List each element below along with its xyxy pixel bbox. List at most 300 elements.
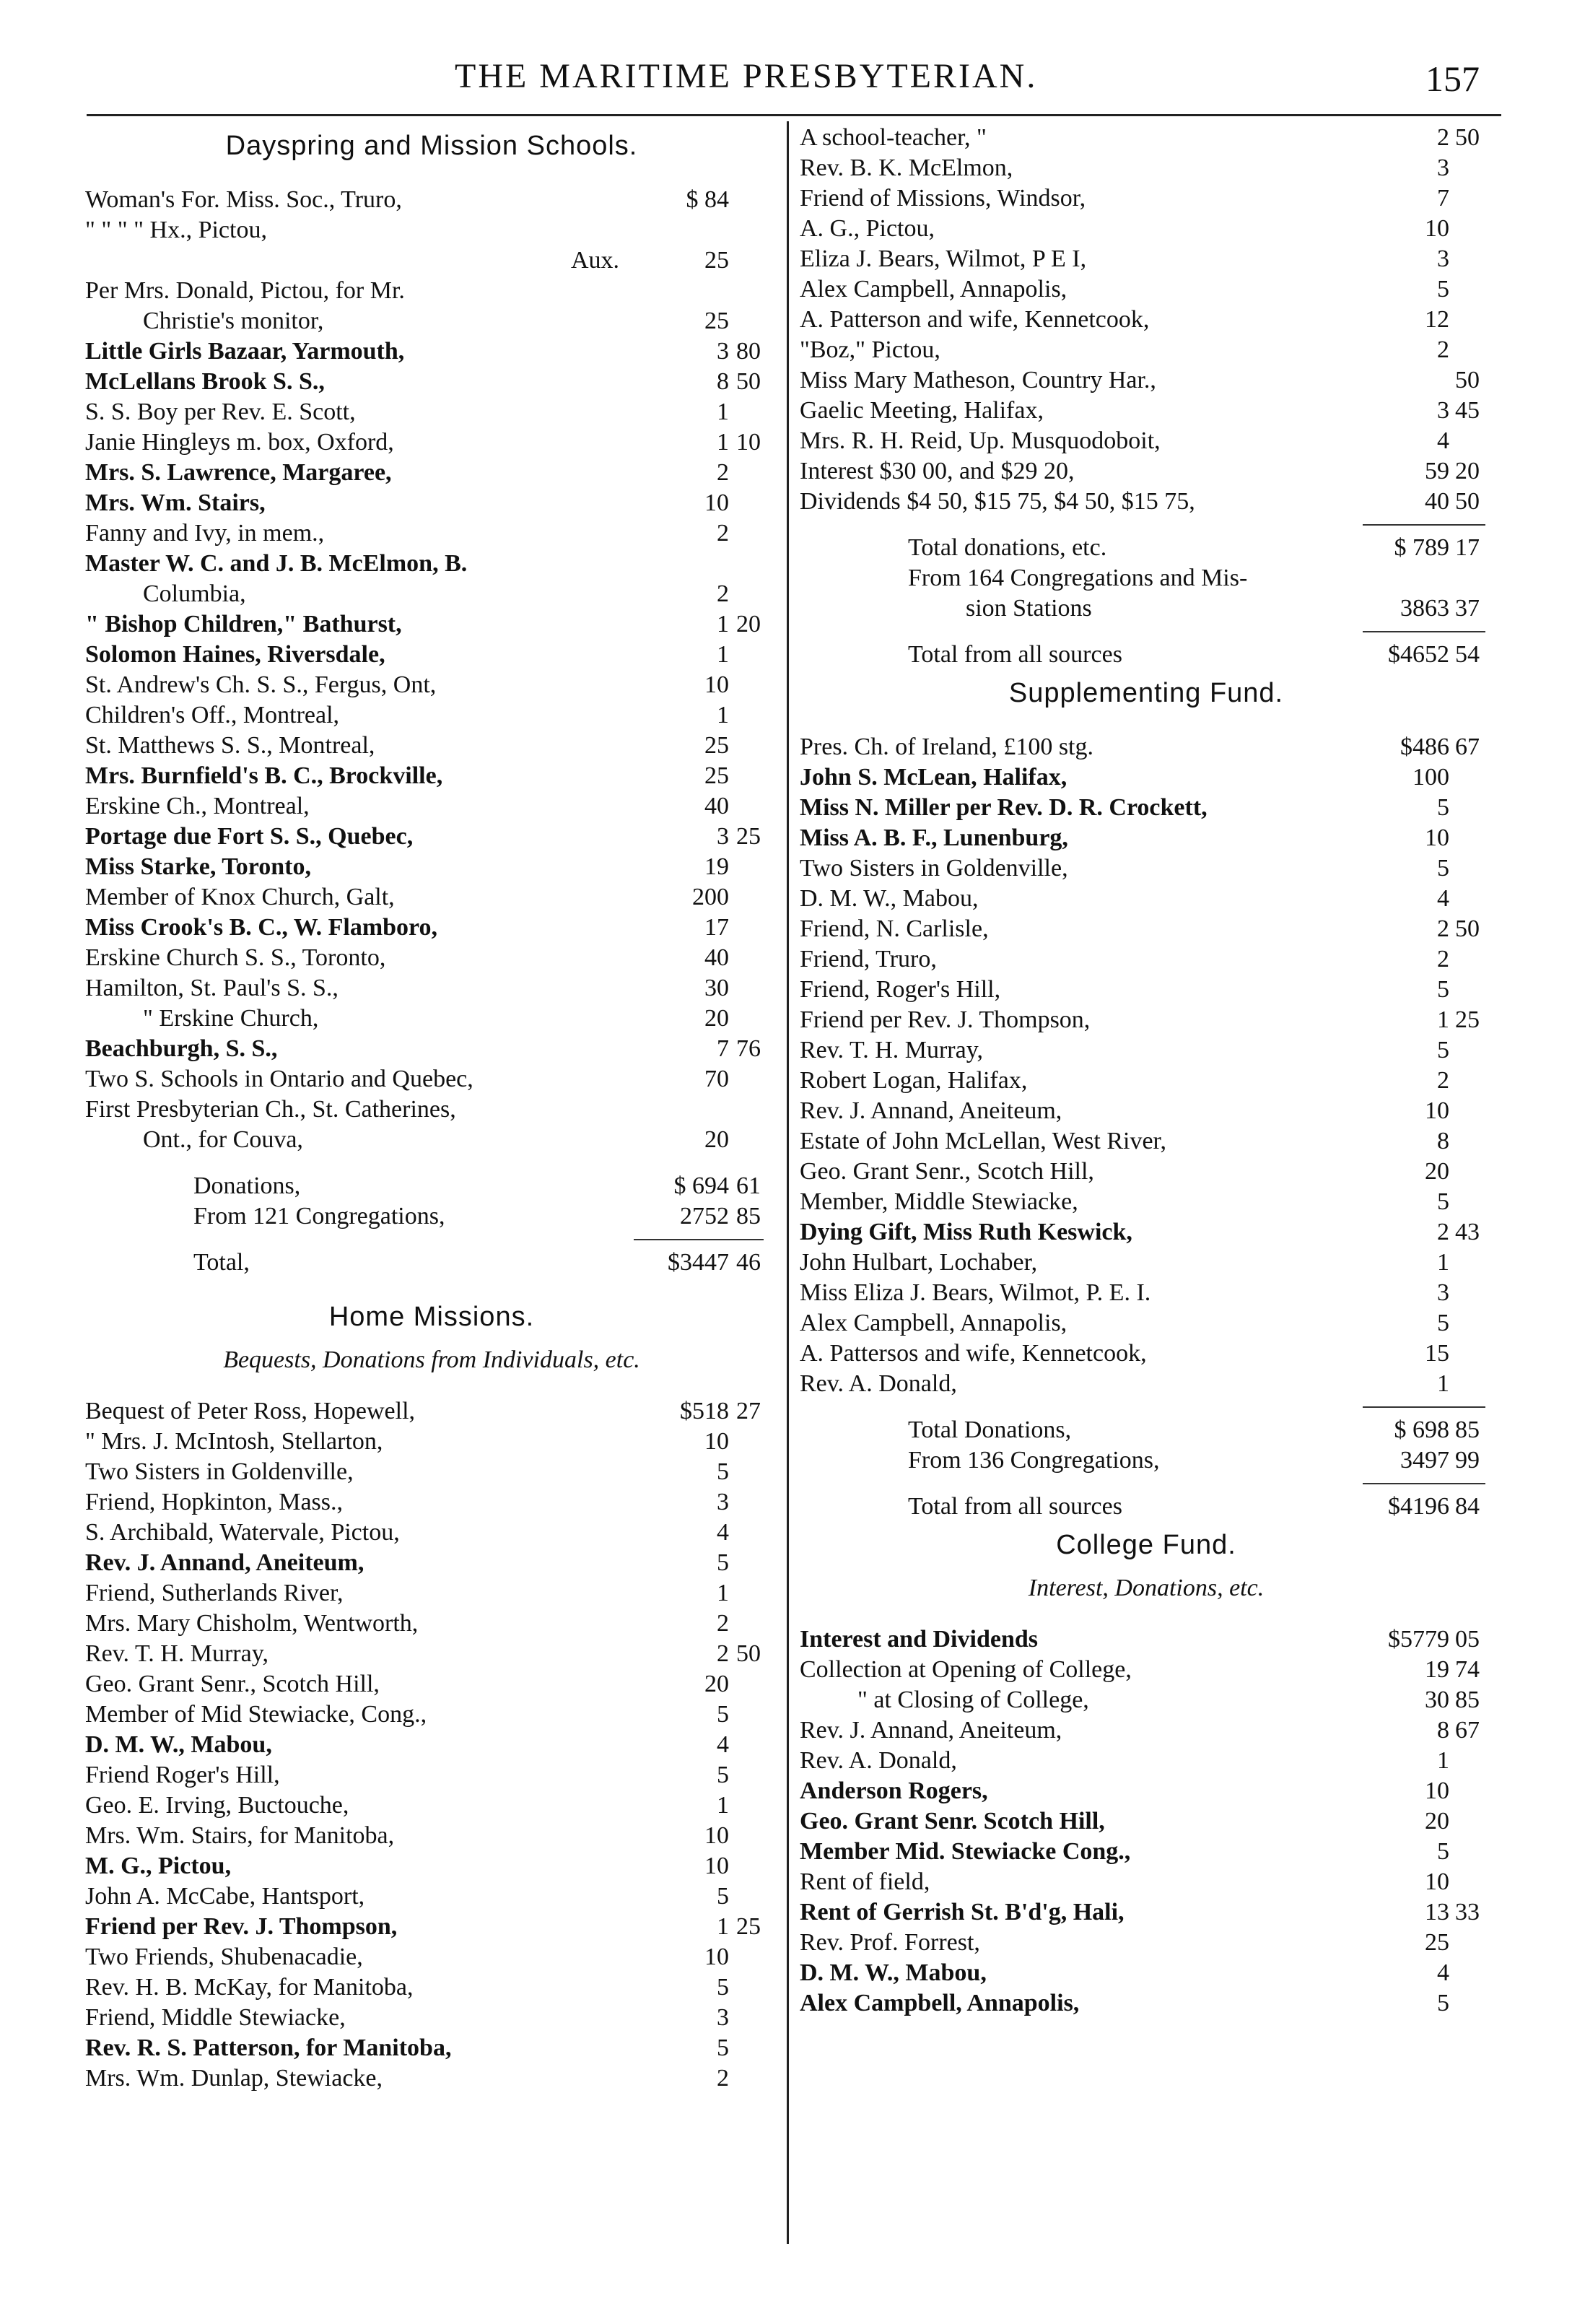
entry-row xyxy=(85,973,778,1004)
entry-name: Rev. J. Annand, Aneiteum, xyxy=(85,1549,364,1576)
entry-cents: 37 xyxy=(1455,595,1480,622)
entry-row xyxy=(800,975,1493,1005)
entry-name: Geo. Grant Senr., Scotch Hill, xyxy=(800,1158,1094,1185)
entry-dollars: 30 xyxy=(1425,1687,1449,1713)
dayspring-congregations-row xyxy=(85,1201,778,1232)
entry-row xyxy=(85,185,778,215)
entry-name: Mrs. Mary Chisholm, Wentworth, xyxy=(85,1610,419,1637)
entry-cents: 50 xyxy=(1455,367,1480,393)
right-column xyxy=(800,123,1493,2019)
entry-cents: 85 xyxy=(736,1203,761,1230)
entry-dollars: 5 xyxy=(1437,1037,1449,1063)
entry-cents: 46 xyxy=(736,1249,761,1276)
sum-rule xyxy=(85,1232,778,1248)
entry-row xyxy=(85,367,778,397)
entry-cents: 67 xyxy=(1455,1717,1480,1744)
entry-name: Miss N. Miller per Rev. D. R. Crockett, xyxy=(800,794,1208,821)
entry-name: A. Patterson and wife, Kennetcook, xyxy=(800,306,1150,333)
entry-row xyxy=(800,1339,1493,1369)
entry-row xyxy=(800,1066,1493,1096)
entry-name: Alex Campbell, Annapolis, xyxy=(800,276,1067,303)
entry-row xyxy=(800,1685,1493,1715)
entry-dollars: 5 xyxy=(717,2034,729,2061)
entry-dollars: 10 xyxy=(704,1822,729,1849)
entry-row xyxy=(85,1518,778,1548)
entry-dollars: 1 xyxy=(717,1792,729,1819)
entry-name: Solomon Haines, Riversdale, xyxy=(85,641,385,668)
dayspring-list xyxy=(85,185,778,1155)
sum-rule xyxy=(800,624,1493,640)
hm-from-row-2 xyxy=(800,593,1493,624)
entry-name: " at Closing of College, xyxy=(857,1687,1089,1713)
entry-dollars: 3 xyxy=(717,823,729,850)
entry-row xyxy=(85,1942,778,1972)
entry-name: Friend Roger's Hill, xyxy=(85,1762,280,1788)
entry-name: Gaelic Meeting, Halifax, xyxy=(800,397,1044,424)
entry-name: M. G., Pictou, xyxy=(85,1853,232,1879)
entry-name: Dying Gift, Miss Ruth Keswick, xyxy=(800,1219,1132,1245)
dayspring-total-row xyxy=(85,1248,778,1278)
entry-row xyxy=(800,1157,1493,1187)
entry-name: Miss Crook's B. C., W. Flamboro, xyxy=(85,914,438,941)
entry-dollars: 8 xyxy=(1437,1717,1449,1744)
entry-dollars: 1 xyxy=(717,702,729,728)
entry-name: A. G., Pictou, xyxy=(800,215,935,242)
entry-row xyxy=(85,2003,778,2033)
entry-dollars: 19 xyxy=(704,853,729,880)
dayspring-donations-row xyxy=(85,1171,778,1201)
entry-name: Portage due Fort S. S., Quebec, xyxy=(85,823,414,850)
entry-dollars: 17 xyxy=(704,914,729,941)
entry-name: McLellans Brook S. S., xyxy=(85,368,325,395)
entry-name: Member, Middle Stewiacke, xyxy=(800,1188,1078,1215)
entry-name: Rent of field, xyxy=(800,1868,930,1895)
entry-row xyxy=(85,700,778,731)
entry-cents: 84 xyxy=(1455,1493,1480,1520)
entry-dollars: 5 xyxy=(1437,794,1449,821)
entry-dollars: 2 xyxy=(717,1610,729,1637)
entry-name: John S. McLean, Halifax, xyxy=(800,764,1067,791)
entry-cents: 10 xyxy=(736,429,761,456)
entry-row xyxy=(85,549,778,579)
entry-row xyxy=(85,731,778,761)
entry-dollars: 25 xyxy=(704,762,729,789)
entry-cents: 25 xyxy=(736,1913,761,1940)
entry-row xyxy=(800,1746,1493,1776)
entry-row xyxy=(800,762,1493,793)
entry-row xyxy=(800,123,1493,153)
entry-dollars: 3 xyxy=(1437,1279,1449,1306)
entry-row xyxy=(85,1548,778,1578)
entry-dollars: 4 xyxy=(1437,427,1449,454)
entry-name: First Presbyterian Ch., St. Catherines, xyxy=(85,1096,456,1123)
entry-dollars: 40 xyxy=(704,944,729,971)
entry-dollars: 10 xyxy=(1425,1777,1449,1804)
home-missions-heading: Home Missions. xyxy=(328,1302,535,1332)
entry-dollars: 2752 xyxy=(680,1203,729,1230)
entry-row xyxy=(85,670,778,700)
entry-name: Member of Mid Stewiacke, Cong., xyxy=(85,1701,427,1728)
entry-row xyxy=(800,1897,1493,1928)
entry-row xyxy=(85,640,778,670)
home-missions-continued-list xyxy=(800,123,1493,517)
entry-name: Two Friends, Shubenacadie, xyxy=(85,1944,363,1970)
entry-dollars: 25 xyxy=(1425,1929,1449,1956)
entry-dollars: 1 xyxy=(717,1580,729,1606)
entry-name: Christie's monitor, xyxy=(143,308,324,334)
entry-row xyxy=(800,1958,1493,1988)
entry-dollars: 70 xyxy=(704,1066,729,1092)
entry-name: Rev. Prof. Forrest, xyxy=(800,1929,980,1956)
entry-dollars: 10 xyxy=(704,671,729,698)
entry-name: A school-teacher, " xyxy=(800,124,987,151)
entry-dollars: 2 xyxy=(1437,1219,1449,1245)
entry-name: Friend per Rev. J. Thompson, xyxy=(85,1913,398,1940)
entry-row xyxy=(800,1867,1493,1897)
entry-name: Friend, Middle Stewiacke, xyxy=(85,2004,346,2031)
entry-dollars: 10 xyxy=(1425,824,1449,851)
entry-row xyxy=(800,1624,1493,1655)
dayspring-heading: Dayspring and Mission Schools. xyxy=(225,131,638,161)
entry-dollars: 2 xyxy=(717,580,729,607)
entry-name: " Erskine Church, xyxy=(143,1005,319,1032)
entry-dollars: 2 xyxy=(717,520,729,547)
supplementing-heading: Supplementing Fund. xyxy=(1008,678,1284,708)
entry-dollars: 59 xyxy=(1425,458,1449,484)
entry-row xyxy=(800,1715,1493,1746)
entry-row xyxy=(800,1776,1493,1806)
entry-name: Total from all sources xyxy=(908,641,1122,668)
entry-name: Two Sisters in Goldenville, xyxy=(800,855,1068,882)
entry-row xyxy=(85,1609,778,1639)
page-number: 157 xyxy=(1425,58,1480,99)
entry-dollars: 3 xyxy=(717,2004,729,2031)
entry-name: D. M. W., Mabou, xyxy=(85,1731,272,1758)
entry-name: Friend, Truro, xyxy=(800,946,937,972)
entry-dollars: 5 xyxy=(717,1762,729,1788)
entry-row xyxy=(800,335,1493,365)
entry-row xyxy=(85,609,778,640)
entry-dollars: 2 xyxy=(1437,915,1449,942)
entry-name: Eliza J. Bears, Wilmot, P E I, xyxy=(800,245,1087,272)
entry-dollars: 2 xyxy=(717,1640,729,1667)
entry-row xyxy=(85,306,778,336)
entry-row xyxy=(85,1669,778,1700)
entry-name: Friend, N. Carlisle, xyxy=(800,915,989,942)
entry-dollars: 10 xyxy=(704,1944,729,1970)
entry-row xyxy=(85,518,778,549)
entry-name: Anderson Rogers, xyxy=(800,1777,988,1804)
entry-row xyxy=(85,579,778,609)
entry-dollars: 5 xyxy=(1437,976,1449,1003)
entry-name: Rev. R. S. Patterson, for Manitoba, xyxy=(85,2034,452,2061)
entry-dollars: 25 xyxy=(704,247,729,274)
entry-row xyxy=(800,426,1493,456)
entry-dollars: 3 xyxy=(1437,397,1449,424)
entry-row xyxy=(85,1881,778,1912)
entry-name: " " " " Hx., Pictou, xyxy=(85,217,267,243)
entry-row xyxy=(800,1308,1493,1339)
entry-name: Total donations, etc. xyxy=(908,534,1107,561)
entry-row xyxy=(800,914,1493,944)
entry-dollars: 10 xyxy=(704,489,729,516)
entry-name: Erskine Ch., Montreal, xyxy=(85,793,310,819)
entry-dollars: 1 xyxy=(1437,1249,1449,1276)
entry-name: Two Sisters in Goldenville, xyxy=(85,1458,354,1485)
entry-dollars: $3447 xyxy=(668,1249,729,1276)
entry-dollars: 5 xyxy=(1437,1310,1449,1336)
entry-dollars: 13 xyxy=(1425,1899,1449,1925)
entry-row xyxy=(800,884,1493,914)
entry-cents: 33 xyxy=(1455,1899,1480,1925)
entry-name: Two S. Schools in Ontario and Quebec, xyxy=(85,1066,473,1092)
entry-dollars: 4 xyxy=(1437,885,1449,912)
entry-dollars: $4652 xyxy=(1388,641,1449,668)
entry-row xyxy=(800,305,1493,335)
entry-name: From 164 Congregations and Mis- xyxy=(908,565,1248,591)
entry-name: D. M. W., Mabou, xyxy=(800,1959,987,1986)
entry-name: D. M. W., Mabou, xyxy=(800,885,979,912)
entry-row xyxy=(85,1760,778,1790)
entry-dollars: $486 xyxy=(1400,734,1449,760)
entry-name: Rev. J. Annand, Aneiteum, xyxy=(800,1717,1062,1744)
entry-row xyxy=(85,852,778,882)
entry-dollars: 3 xyxy=(1437,245,1449,272)
entry-dollars: 3 xyxy=(1437,155,1449,181)
entry-name: Rev. H. B. McKay, for Manitoba, xyxy=(85,1974,414,2001)
header-rule xyxy=(87,114,1501,116)
entry-row xyxy=(85,1790,778,1821)
entry-row xyxy=(85,1064,778,1094)
entry-name: Aux. xyxy=(570,247,619,274)
entry-name: Rev. A. Donald, xyxy=(800,1747,957,1774)
entry-cents: 76 xyxy=(736,1035,761,1062)
entry-dollars: 1 xyxy=(1437,1370,1449,1397)
entry-cents: 50 xyxy=(736,1640,761,1667)
entry-row xyxy=(85,1700,778,1730)
entry-name: Mrs. Burnfield's B. C., Brockville, xyxy=(85,762,443,789)
entry-name: Little Girls Bazaar, Yarmouth, xyxy=(85,338,405,365)
entry-cents: 50 xyxy=(736,368,761,395)
entry-dollars: 10 xyxy=(1425,1868,1449,1895)
entry-row xyxy=(800,153,1493,183)
sum-rule xyxy=(800,1476,1493,1492)
entry-name: Friend, Sutherlands River, xyxy=(85,1580,344,1606)
entry-row xyxy=(85,943,778,973)
entry-name: Friend, Hopkinton, Mass., xyxy=(85,1489,343,1515)
entry-dollars: $ 84 xyxy=(686,186,729,213)
entry-name: Erskine Church S. S., Toronto, xyxy=(85,944,386,971)
entry-name: Friend per Rev. J. Thompson, xyxy=(800,1006,1091,1033)
entry-cents: 27 xyxy=(736,1398,761,1424)
entry-dollars: 4 xyxy=(717,1731,729,1758)
entry-row xyxy=(85,488,778,518)
entry-cents: 50 xyxy=(1455,124,1480,151)
hm-from-row-1 xyxy=(800,563,1493,593)
entry-cents: 25 xyxy=(736,823,761,850)
entry-dollars: 1 xyxy=(717,611,729,637)
entry-row xyxy=(85,1730,778,1760)
left-column xyxy=(85,123,778,2094)
supplementing-list xyxy=(800,732,1493,1399)
entry-dollars: 4 xyxy=(717,1519,729,1546)
entry-row xyxy=(800,365,1493,396)
entry-row xyxy=(85,427,778,458)
entry-name: Geo. Grant Senr. Scotch Hill, xyxy=(800,1808,1105,1835)
entry-name: John Hulbart, Lochaber, xyxy=(800,1249,1038,1276)
entry-row xyxy=(85,1125,778,1155)
entry-row xyxy=(800,1035,1493,1066)
entry-name: Interest $30 00, and $29 20, xyxy=(800,458,1075,484)
entry-row xyxy=(800,944,1493,975)
entry-row xyxy=(85,1487,778,1518)
entry-row xyxy=(800,1005,1493,1035)
entry-name: Janie Hingleys m. box, Oxford, xyxy=(85,429,394,456)
entry-dollars: 5 xyxy=(717,1974,729,2001)
entry-row xyxy=(85,1912,778,1942)
entry-row xyxy=(800,1096,1493,1126)
entry-name: Children's Off., Montreal, xyxy=(85,702,340,728)
entry-row xyxy=(85,2033,778,2063)
entry-dollars: 5 xyxy=(1437,1990,1449,2016)
entry-cents: 43 xyxy=(1455,1219,1480,1245)
entry-row xyxy=(85,1396,778,1427)
entry-row xyxy=(800,1837,1493,1867)
entry-dollars: 200 xyxy=(692,884,729,910)
entry-name: Ont., for Couva, xyxy=(143,1126,303,1153)
entry-name: Total, xyxy=(193,1249,250,1276)
entry-cents: 67 xyxy=(1455,734,1480,760)
sum-rule xyxy=(800,1399,1493,1415)
entry-dollars: 100 xyxy=(1412,764,1449,791)
entry-cents: 17 xyxy=(1455,534,1480,561)
entry-dollars: 25 xyxy=(704,308,729,334)
entry-dollars: 1 xyxy=(1437,1006,1449,1033)
journal-title: THE MARITIME PRESBYTERIAN. xyxy=(455,57,1038,95)
entry-row xyxy=(800,274,1493,305)
entry-dollars: 5 xyxy=(717,1701,729,1728)
entry-name: St. Andrew's Ch. S. S., Fergus, Ont, xyxy=(85,671,437,698)
entry-dollars: $ 698 xyxy=(1394,1416,1449,1443)
supp-total-row xyxy=(800,1415,1493,1445)
entry-cents: 99 xyxy=(1455,1447,1480,1474)
entry-row xyxy=(85,245,778,276)
entry-cents: 80 xyxy=(736,338,761,365)
supp-all-row xyxy=(800,1492,1493,1522)
entry-name: Mrs. S. Lawrence, Margaree, xyxy=(85,459,392,486)
entry-name: S. S. Boy per Rev. E. Scott, xyxy=(85,399,356,425)
entry-name: Mrs. Wm. Stairs, for Manitoba, xyxy=(85,1822,395,1849)
entry-name: Beachburgh, S. S., xyxy=(85,1035,278,1062)
entry-name: Rev. A. Donald, xyxy=(800,1370,957,1397)
entry-name: "Boz," Pictou, xyxy=(800,336,940,363)
entry-cents: 50 xyxy=(1455,915,1480,942)
entry-row xyxy=(800,1126,1493,1157)
entry-dollars: 12 xyxy=(1425,306,1449,333)
hm-total-row xyxy=(800,533,1493,563)
entry-name: Alex Campbell, Annapolis, xyxy=(800,1310,1067,1336)
entry-dollars: 10 xyxy=(704,1428,729,1455)
entry-name: Bequest of Peter Ross, Hopewell, xyxy=(85,1398,416,1424)
entry-dollars: $4196 xyxy=(1388,1493,1449,1520)
entry-row xyxy=(800,732,1493,762)
entry-row xyxy=(800,1278,1493,1308)
entry-row xyxy=(85,1821,778,1851)
entry-name: Rev. J. Annand, Aneiteum, xyxy=(800,1097,1062,1124)
entry-row xyxy=(85,1457,778,1487)
entry-row xyxy=(800,1248,1493,1278)
entry-name: Fanny and Ivy, in mem., xyxy=(85,520,325,547)
entry-name: Estate of John McLellan, West River, xyxy=(800,1128,1166,1154)
entry-dollars: 5 xyxy=(717,1549,729,1576)
entry-row xyxy=(85,761,778,791)
entry-name: " Bishop Children," Bathurst, xyxy=(85,611,402,637)
column-divider xyxy=(787,121,789,2244)
entry-dollars: 2 xyxy=(1437,1067,1449,1094)
entry-dollars: 2 xyxy=(717,459,729,486)
entry-name: Member of Knox Church, Galt, xyxy=(85,884,395,910)
entry-name: Rev. T. H. Murray, xyxy=(85,1640,269,1667)
entry-dollars: 3 xyxy=(717,1489,729,1515)
entry-row xyxy=(800,487,1493,517)
entry-row xyxy=(800,244,1493,274)
entry-cents: 85 xyxy=(1455,1416,1480,1443)
hm-all-row xyxy=(800,640,1493,670)
entry-dollars: 20 xyxy=(704,1671,729,1697)
entry-name: Alex Campbell, Annapolis, xyxy=(800,1990,1080,2016)
entry-row xyxy=(85,215,778,245)
entry-row xyxy=(85,1851,778,1881)
entry-name: John A. McCabe, Hantsport, xyxy=(85,1883,365,1910)
entry-name: Mrs. R. H. Reid, Up. Musquodoboit, xyxy=(800,427,1161,454)
entry-name: Dividends $4 50, $15 75, $4 50, $15 75, xyxy=(800,488,1195,515)
entry-name: Collection at Opening of College, xyxy=(800,1656,1132,1683)
entry-row xyxy=(800,214,1493,244)
page-header xyxy=(87,56,1501,107)
entry-name: Miss Starke, Toronto, xyxy=(85,853,311,880)
entry-dollars: 2 xyxy=(1437,336,1449,363)
entry-name: Friend of Missions, Windsor, xyxy=(800,185,1086,212)
entry-name: A. Pattersos and wife, Kennetcook, xyxy=(800,1340,1147,1367)
entry-row xyxy=(85,1004,778,1034)
entry-row xyxy=(800,183,1493,214)
entry-name: " Mrs. J. McIntosh, Stellarton, xyxy=(85,1428,383,1455)
college-heading: College Fund. xyxy=(1056,1530,1236,1560)
entry-dollars: 1 xyxy=(1437,1747,1449,1774)
entry-dollars: 8 xyxy=(1437,1128,1449,1154)
entry-dollars: 3 xyxy=(717,338,729,365)
entry-row xyxy=(85,822,778,852)
college-list xyxy=(800,1624,1493,2019)
entry-dollars: 2 xyxy=(1437,124,1449,151)
entry-dollars: $5779 xyxy=(1388,1626,1449,1653)
entry-dollars: 5 xyxy=(1437,1838,1449,1865)
entry-cents: 54 xyxy=(1455,641,1480,668)
supp-from-row xyxy=(800,1445,1493,1476)
home-missions-subheading: Bequests, Donations from Individuals, etc. xyxy=(223,1346,640,1373)
entry-dollars: 5 xyxy=(1437,855,1449,882)
entry-dollars: 8 xyxy=(717,368,729,395)
entry-dollars: 1 xyxy=(717,1913,729,1940)
entry-row xyxy=(85,336,778,367)
entry-dollars: 19 xyxy=(1425,1656,1449,1683)
entry-dollars: $ 789 xyxy=(1394,534,1449,561)
entry-dollars: 1 xyxy=(717,641,729,668)
entry-cents: 50 xyxy=(1455,488,1480,515)
entry-name: From 136 Congregations, xyxy=(908,1447,1160,1474)
entry-name: Miss Eliza J. Bears, Wilmot, P. E. I. xyxy=(800,1279,1151,1306)
entry-row xyxy=(85,1972,778,2003)
